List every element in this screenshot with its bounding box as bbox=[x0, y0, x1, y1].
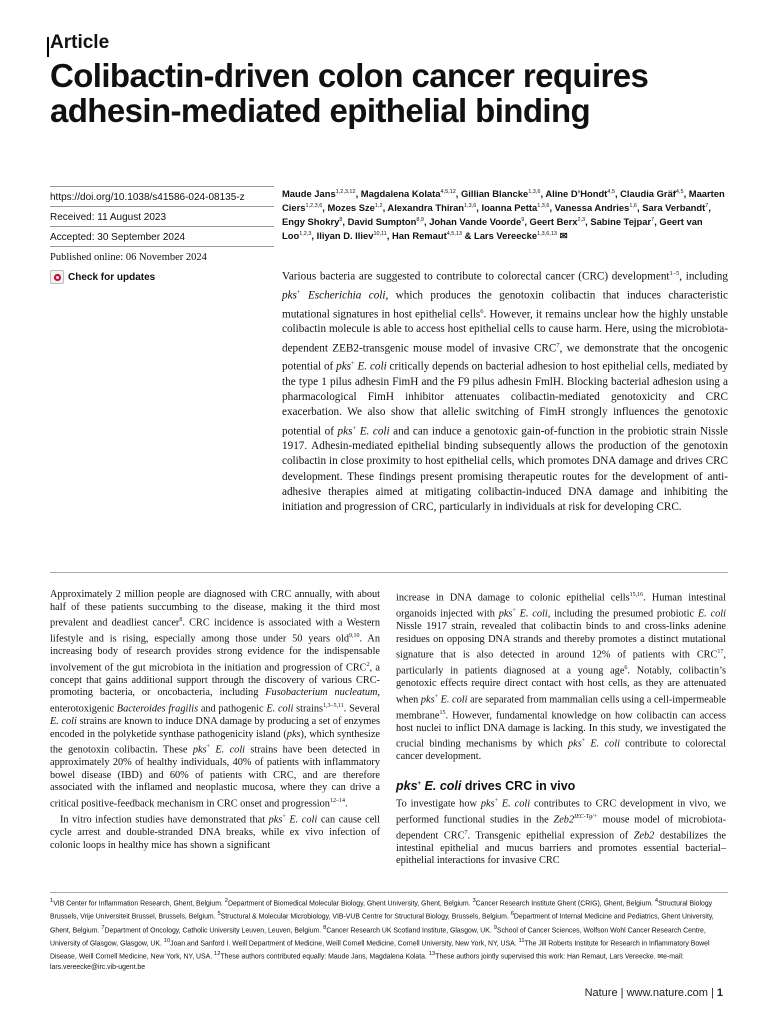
journal-url[interactable]: www.nature.com bbox=[626, 987, 708, 999]
abstract: Various bacteria are suggested to contribute to colorectal cancer (CRC) development$^{1-5}$, including pks+ Escherichia coli, which produces the genotoxin colibactin that induces characteristic mutational signatures in host epithelial cells$^6$. However, it remains unclear how the highly unstable colibactin molecule is able to access host epithelial cells to cause harm. Here, using the microbiota-dependent ZEB2-transgenic mouse model of invasive CRC$^7$, we demonstrate that the oncogenic potential of pks+ E. coli critically depends on bacterial adhesion to host epithelial cells, mediated by the type 1 pilus adhesin FimH and the F9 pilus adhesin FmlH. Blocking bacterial adhesion using a pharmacological FimH inhibitor attenuates colibactin-mediated genotoxicity and CRC exacerbation. We also show that allelic switching of FimH strongly influences the genotoxic potential of pks+ E. coli and can induce a genotoxic gain-of-function in the probiotic strain Nissle 1917. Adhesin-mediated epithelial binding subsequently allows the production of the genotoxin colibactin in close proximity to host epithelial cells, which promotes DNA damage and drives CRC development. These findings present promising therapeutic routes for the development of anti-adhesive therapies aimed at mitigating colibactin-induced DNA damage and inhibiting the initiation and progression of CRC, particularly in individuals at risk for developing CRC. bbox=[282, 270, 729, 513]
body-paragraph: To investigate how pks+ E. coli contributes to CRC development in vivo, we performed functional studies in the $Zeb2^{IEC-Tg/+}$ mouse model of microbiota-dependent CRC$^7$. Transgenic epithelial expression of Zeb2 destabilizes the intestinal epithelial and mucus barriers and promotes essential bacterial–epithelial interactions for invasive CRC bbox=[396, 797, 726, 867]
body-paragraph: Approximately 2 million people are diagnosed with CRC annually, with about half of these patients succumbing to the disease, making it the third most prevalent and deadliest cancer$^8$. CRC incidence is associated with a Western lifestyle and is rising, especially among those under 50 years old$^{9,10}$. An increasing body of research provides strong evidence for the indispensable involvement of the gut microbiota in the initiation and progression of CRC$^2$, a concept that gains additional support through the discovery of various CRC-promoting bacteria, or oncobacteria, including Fusobacterium nucleatum, enterotoxigenic Bacteroides fragilis and pathogenic E. coli strains$^{1,3-5,11}$. Several E. coli strains are known to induce DNA damage by producing a set of enzymes encoded in the polyketide synthase pathogenicity island (pks), which synthesize the genotoxin colibactin. These pks+ E. coli strains have been detected in approximately 20% of healthy individuals, 40% of patients with inflammatory bowel disease (IBD) and 60% of patients with CRC, and are therefore associated with the inflamed and neoplastic mucosa, where they can drive a critical positive-feedback mechanism in CRC onset and progression$^{12-14}$. bbox=[50, 589, 381, 810]
footer-separator: | bbox=[710, 987, 714, 999]
article-metadata bbox=[50, 186, 274, 284]
body-column-left bbox=[50, 589, 380, 852]
article-title: Colibactin-driven colon cancer requires adhesin-mediated epithelial binding bbox=[50, 57, 649, 129]
body-paragraph: In vitro infection studies have demonstrated that pks+ E. coli can cause cell cycle arrest and double-stranded DNA breaks, while ex vivo infection of colonic loops in healthy mice has shown a significant bbox=[50, 814, 381, 851]
check-updates-label: Check for updates bbox=[68, 271, 156, 283]
page-number: 1 bbox=[716, 987, 723, 999]
article-type-label: Article bbox=[50, 32, 110, 53]
check-updates-button[interactable] bbox=[50, 266, 274, 284]
published-date: Published online: 06 November 2024 bbox=[50, 246, 274, 266]
accepted-date: Accepted: 30 September 2024 bbox=[50, 226, 274, 246]
affiliations-footnotes: $^1$VIB Center for Inflammation Research, Ghent, Belgium. $^2$Department of Biomedical Molecular Biology, Ghent University, Ghent, Belgium. $^3$Cancer Research Institute Ghent (CRIG), Ghent, Belgium. $^4$Structural Biology Brussels, Vrije Universiteit Brussel, Brussels, Belgium. $^5$Structural & Molecular Microbiology, VIB-VUB Centre for Structural Biology, Brussels, Belgium. $^6$Department of Internal Medicine and Pediatrics, Ghent University, Ghent, Belgium. $^7$Department of Oncology, Catholic University Leuven, Leuven, Belgium. $^8$Cancer Research UK Scotland Institute, Glasgow, UK. $^9$School of Cancer Sciences, Wolfson Wohl Cancer Research Centre, University of Glasgow, Glasgow, UK. $^{10}$Joan and Sanford I. Weill Department of Medicine, Weill Cornell Medicine, Cornell University, New York, NY, USA. $^{11}$The Jill Roberts Institute for Research in Inflammatory Bowel Disease, Weill Cornell Medicine, New York, NY, USA. $^{12}$These authors contributed equally: Maude Jans, Magdalena Kolata. $^{13}$These authors jointly supervised this work: Han Remaut, Lars Vereecke. ✉e-mail: lars.vereecke@irc.vib-ugent.be bbox=[50, 898, 714, 972]
author-list: Maude Jans$^{1,2,3,12}$, Magdalena Kolata$^{4,5,12}$, Gillian Blancke$^{1,3,6}$, Aline D’Hondt$^{4,5}$, Claudia Gräf$^{4,5}$, Maarten Ciers$^{1,2,3,6}$, Mozes Sze$^{1,2}$, Alexandra Thiran$^{1,3,6}$, Ioanna Petta$^{1,3,6}$, Vanessa Andries$^{1,6}$, Sara Verbandt$^7$, Engy Shokry$^8$, David Sumpton$^{8,9}$, Johan Vande Voorde$^9$, Geert Berx$^{2,3}$, Sabine Tejpar$^7$, Geert van Loo$^{1,2,3}$, Iliyan D. Iliev$^{10,11}$, Han Remaut$^{4,5,13}$ & Lars Vereecke$^{1,3,6,13}$ ✉ bbox=[282, 188, 725, 242]
doi-link[interactable]: https://doi.org/10.1038/s41586-024-08135-z bbox=[50, 186, 274, 206]
body-column-right bbox=[396, 589, 726, 868]
article-label-rule bbox=[47, 37, 49, 57]
journal-name: Nature bbox=[584, 987, 618, 999]
received-date: Received: 11 August 2023 bbox=[50, 206, 274, 226]
footnote-divider bbox=[50, 892, 728, 893]
page-footer bbox=[585, 987, 723, 999]
section-divider bbox=[50, 572, 728, 573]
body-paragraph: increase in DNA damage to colonic epithelial cells$^{15,16}$. Human intestinal organoids injected with pks+ E. coli, including the presumed probiotic E. coli Nissle 1917 strain, revealed that colibactin binds to and cross-links adenine residues on opposing DNA strands and thereby promotes a distinct mutational signature that is also detected in around 12% of patients with CRC$^{17}$, particularly in patients diagnosed at a young age$^6$. Notably, colibactin’s genotoxic effects require direct contact with host cells, as they are attenuated when pks+ E. coli are separated from mammalian cells using a cell-impermeable membrane$^{15}$. However, fundamental knowledge on how colibactin can access host nuclei to inflict DNA damage is lacking. In this study, we investigated the crucial binding mechanisms by which pks+ E. coli contribute to colorectal cancer development. bbox=[396, 592, 726, 763]
footer-separator: | bbox=[620, 987, 624, 999]
section-heading: pks+ E. coli drives CRC in vivo bbox=[396, 779, 576, 794]
check-updates-icon bbox=[50, 270, 64, 284]
